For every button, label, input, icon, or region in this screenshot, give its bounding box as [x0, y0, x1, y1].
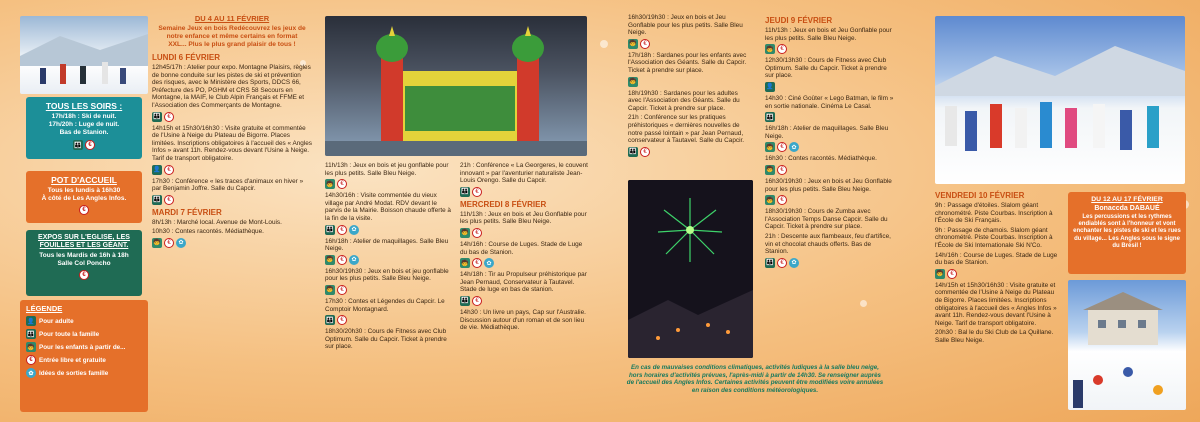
day-heading: VENDREDI 10 FÉVRIER: [935, 191, 1025, 200]
child-icon: 🧒: [460, 228, 470, 238]
every-evening-line: 17h/18h : Ski de nuit.: [51, 113, 117, 120]
event-text: 16h30/19h30 : Jeux en bois et jeu gonflable pour les plus petits. Salle Bleu Neige.: [325, 267, 449, 283]
schedule-column-3: [460, 162, 588, 334]
family-icon: 👪: [765, 112, 775, 122]
child-icon: 🧒: [765, 142, 775, 152]
every-evening-line: Bas de Stanion.: [59, 129, 109, 136]
free-entry-icon: €: [472, 187, 482, 197]
child-icon: 🧒: [325, 285, 335, 295]
race-illustration: [935, 16, 1185, 184]
event-text: 16h30 : Contes racontés. Médiathèque.: [765, 155, 877, 163]
event-text: 9h : Passage d'étoiles. Slalom géant chronométré. Piste Courbas. Inscription à l'École de Ski Français.: [935, 202, 1053, 225]
free-entry-icon: €: [640, 39, 650, 49]
child-icon: 🧒: [765, 165, 775, 175]
event-text: 21h : Conférence « La Georgeres, le couvent innovant » par l'aventurier naturaliste Jean-Louis Orengo. Salle du Capcir.: [460, 162, 588, 185]
free-entry-icon: €: [472, 258, 482, 268]
child-icon: 🧒: [152, 238, 162, 248]
date-banner: DU 4 AU 11 FÉVRIER: [194, 14, 270, 23]
welcome-drink-line: Tous les lundis à 16h30: [47, 187, 121, 194]
child-icon: 🧒: [460, 258, 470, 268]
family-icon: 👪: [325, 315, 335, 325]
family-idea-icon: ✿: [176, 238, 186, 248]
family-icon: 👪: [325, 225, 335, 235]
event-text: 16h/18h : Atelier de maquillages. Salle Bleu Neige.: [325, 237, 449, 253]
expo-box: [26, 230, 142, 296]
free-entry-icon: €: [472, 296, 482, 306]
event-text: 20h30 : Bal le du Ski Club de La Quillane. Salle Bleu Neige.: [935, 329, 1054, 344]
event-text: 9h : Passage de chamois. Slalom géant chronométré. Piste Courbas. Inscription à l'École de Ski Internationale Ski N'Co.: [935, 226, 1053, 249]
carnival-date: DU 12 AU 17 FÉVRIER: [1091, 196, 1163, 203]
free-entry-icon: €: [337, 285, 347, 295]
event-text: 12h45/17h : Atelier pour expo. Montagne Plaisirs, règles de bonne conduite sur les pistes de ski et prévention des risques, avec le Ministère des Sports, DDCS 66, Préfecture des PO, PGHM et CRS 58 Secours en Montagne, la MAIF, le Club Alpin Français et FFME et l'Association des Commerçants de Montagne.: [152, 64, 311, 109]
event-text: 21h : Conférence sur les pratiques préhistoriques « dernières nouvelles de notre passé lointain » par Jean Pernaud, conservateur à Tautavel. Salle du Capcir.: [628, 114, 745, 145]
free-entry-icon: €: [26, 355, 36, 365]
event-text: 18h30/20h30 : Cours de Fitness avec Club Optimum. Salle du Capcir. Ticket à prendre sur place.: [325, 328, 447, 351]
carnival-box: [1068, 192, 1186, 274]
expo-title: EXPOS SUR L'EGLISE, LES FOUILLES ET LES GÉANT.: [38, 234, 130, 249]
free-entry-icon: €: [947, 269, 957, 279]
free-entry-icon: €: [79, 270, 89, 280]
expo-line: Salle Col Poncho: [57, 260, 111, 267]
free-entry-icon: €: [164, 195, 174, 205]
fireworks-photo: [628, 180, 753, 358]
schedule-column-1: [152, 14, 312, 251]
bouncy-castle-photo: [325, 16, 587, 156]
fireworks-illustration: [628, 180, 753, 358]
skiers-photo: [20, 16, 148, 94]
skiers-illustration: [20, 16, 148, 94]
event-text: 14h30 : Ciné Goûter « Lego Batman, le film » en sortie nationale. Cinéma Le Casal.: [765, 94, 894, 110]
legend-item: Pour adulte: [39, 317, 74, 325]
free-entry-icon: €: [777, 258, 787, 268]
day-heading: MERCREDI 8 FÉVRIER: [460, 199, 547, 209]
legend-item: Pour les enfants à partir de...: [39, 343, 126, 351]
child-icon: 🧒: [765, 44, 775, 54]
free-entry-icon: €: [164, 112, 174, 122]
weather-notice: En cas de mauvaises conditions climatiques, activités ludiques à la salle bleu neige, hors horaires d'activités prévues, l'après-midi à partir de 14h30. Se renseigner auprès de l'accueil des Angles Infos. Certaines activités peuvent être modifiées voire annulées en raison des conditions météorologiques.: [626, 364, 884, 394]
event-text: 17h/18h : Sardanes pour les enfants avec l'Association des Géants. Salle du Capcir. Ticket à prendre sur place.: [628, 51, 747, 74]
family-idea-icon: ✿: [349, 225, 359, 235]
event-text: 18h/19h30 : Sardanes pour les adultes avec l'Association des Géants. Salle du Capcir. Ticket à prendre sur place.: [628, 89, 740, 112]
free-entry-icon: €: [337, 225, 347, 235]
intro-text: Semaine Jeux en bois Redécouvrez les jeux de notre enfance et même certains en format XXL... Plus le plus grand plaisir de tous !: [158, 25, 306, 48]
free-entry-icon: €: [777, 195, 787, 205]
adult-icon: 👤: [765, 82, 775, 92]
legend-item: Entrée libre et gratuite: [39, 356, 106, 364]
family-icon: 👪: [460, 296, 470, 306]
free-entry-icon: €: [777, 44, 787, 54]
free-entry-icon: €: [337, 179, 347, 189]
event-text: 17h30 : Conférence « les traces d'animaux en hiver » par Benjamin Joffre. Salle du Capcir.: [152, 177, 304, 193]
child-icon: 🧒: [628, 77, 638, 87]
event-text: 14h15h et 15h30/16h30 : Visite gratuite et commentée de l'Usine à Neige du Plateau de Bigorre. Places limitées. Inscriptions obligatoires à l'accueil des « Angles Infos » avant 11h. Rendez-vous devant l'Usine à Neige. Tarif de transport obligatoire.: [152, 124, 313, 162]
event-text: 14h/16h : Course de Luges. Stade de Luge du bas de Stanion.: [935, 251, 1058, 267]
bouncy-castle-illustration: [325, 16, 587, 156]
event-text: 14h/18h : Tir au Propulseur préhistorique par Jean Pernaud, Conservateur à Tautavel. Stade de luge en bas de stanion.: [460, 271, 587, 294]
free-entry-icon: €: [337, 255, 347, 265]
event-text: 8h/13h : Marché local. Avenue de Mont-Louis.: [152, 218, 282, 226]
welcome-drink-title: POT D'ACCUEIL: [51, 175, 117, 185]
family-idea-icon: ✿: [26, 368, 36, 378]
family-idea-icon: ✿: [349, 255, 359, 265]
child-icon: 🧒: [628, 39, 638, 49]
schedule-column-2: [325, 162, 453, 353]
event-text: 14h30 : Un livre un pays, Cap sur l'Australie. Discussion autour d'un roman et de son lieu de vie. Médiathèque.: [460, 308, 586, 332]
family-icon: 👪: [73, 140, 83, 150]
every-evening-box: [26, 97, 142, 159]
legend-item: Pour toute la famille: [39, 330, 100, 338]
adult-icon: 👤: [152, 165, 162, 175]
event-text: 14h30/16h : Visite commentée du vieux village par André Modat. RDV devant le parvis de la Mairie. Boisson chaude offerte à la fin de la visite.: [325, 192, 451, 222]
free-entry-icon: €: [472, 228, 482, 238]
family-icon: 👪: [26, 329, 36, 339]
sledging-illustration: [1068, 280, 1186, 410]
schedule-column-5: [765, 14, 895, 271]
event-text: 11h/13h : Jeux en bois et Jeu Gonflable pour les plus petits. Salle Bleu Neige.: [765, 27, 892, 42]
welcome-drink-box: [26, 171, 142, 223]
event-text: 14h/15h et 15h30/16h30 : Visite gratuite et commentée de l'Usine à Neige du Plateau de Bigorre. Places limitées. Inscriptions obligatoires à l'accueil des « Angles Infos » avant 11h. Rendez-vous devant l'Usine à Neige. Tarif de transport obligatoire.: [935, 281, 1057, 327]
child-icon: 🧒: [325, 179, 335, 189]
legend-box: [20, 300, 148, 412]
every-evening-title: TOUS LES SOIRS :: [45, 101, 123, 111]
family-icon: 👪: [460, 187, 470, 197]
carnival-text: Les percussions et les rythmes endiablés sont à l'honneur et vont enchanter les pistes de ski et les rues du village... Les Angles sous le signe du Brésil !: [1073, 214, 1181, 249]
child-icon: 🧒: [26, 342, 36, 352]
event-text: 10h30 : Contes racontés. Médiathèque.: [152, 228, 264, 236]
every-evening-line: 17h/20h : Luge de nuit.: [48, 121, 120, 128]
child-icon: 🧒: [935, 269, 945, 279]
event-text: 17h30 : Contes et Légendes du Capcir. Le Comptoir Montagnard.: [325, 297, 445, 313]
family-icon: 👪: [628, 147, 638, 157]
family-icon: 👪: [152, 112, 162, 122]
paid-entry-icon: €: [85, 140, 95, 150]
event-text: 11h/13h : Jeux en bois et Jeu Gonflable pour les plus petits. Salle Bleu Neige.: [460, 210, 587, 226]
event-text: 16h30/19h30 : Jeux en bois et Jeu Gonflable pour les plus petits. Salle Bleu Neige.: [628, 14, 743, 37]
event-text: 16h30/19h30 : Jeux en bois et Jeu Gonflable pour les plus petits. Salle Bleu Neige.: [765, 177, 892, 193]
race-photo: [935, 16, 1185, 184]
event-text: 14h/16h : Course de Luges. Stade de Luge du bas de Stanion.: [460, 240, 583, 256]
event-text: 12h30/13h30 : Cours de Fitness avec Club Optimum. Salle du Capcir. Ticket à prendre sur place.: [765, 57, 887, 80]
day-heading: MARDI 7 FÉVRIER: [152, 207, 222, 217]
expo-line: Tous les Mardis de 16h à 18h: [39, 252, 129, 259]
snowflake-decoration: [600, 40, 608, 48]
free-entry-icon: €: [777, 165, 787, 175]
free-entry-icon: €: [777, 142, 787, 152]
family-icon: 👪: [765, 258, 775, 268]
event-text: 21h : Descente aux flambeaux, feu d'artifice, vin et chocolat chauds offerts. Bas de Stanion.: [765, 232, 891, 256]
schedule-column-6: [935, 188, 1063, 347]
free-entry-icon: €: [164, 238, 174, 248]
legend-item: Idées de sorties famille: [39, 369, 109, 377]
adult-icon: 👤: [26, 316, 36, 326]
free-entry-icon: €: [79, 205, 89, 215]
free-entry-icon: €: [640, 147, 650, 157]
event-text: 11h/13h : Jeux en bois et jeu gonflable pour les plus petits. Salle Bleu Neige.: [325, 162, 449, 177]
legend-title: LÉGENDE: [26, 304, 63, 313]
free-entry-icon: €: [164, 165, 174, 175]
schedule-column-4: [628, 14, 753, 160]
family-idea-icon: ✿: [484, 258, 494, 268]
sledging-photo: [1068, 280, 1186, 410]
free-entry-icon: €: [337, 315, 347, 325]
day-heading: LUNDI 6 FÉVRIER: [152, 53, 221, 62]
snowflake-decoration: [860, 300, 867, 307]
welcome-drink-line: À côté de Les Angles Infos.: [41, 195, 127, 202]
carnival-title: Bonaccda DABAUÉ: [1094, 205, 1160, 212]
family-idea-icon: ✿: [789, 258, 799, 268]
family-idea-icon: ✿: [789, 142, 799, 152]
event-text: 16h/18h : Atelier de maquillages. Salle Bleu Neige.: [765, 125, 889, 140]
family-icon: 👪: [152, 195, 162, 205]
child-icon: 🧒: [765, 195, 775, 205]
child-icon: 🧒: [325, 255, 335, 265]
day-heading: JEUDI 9 FÉVRIER: [765, 16, 833, 25]
event-text: 18h30/19h30 : Cours de Zumba avec l'Association Temps Danse Capcir. Salle du Capcir. Ticket à prendre sur place.: [765, 208, 888, 231]
